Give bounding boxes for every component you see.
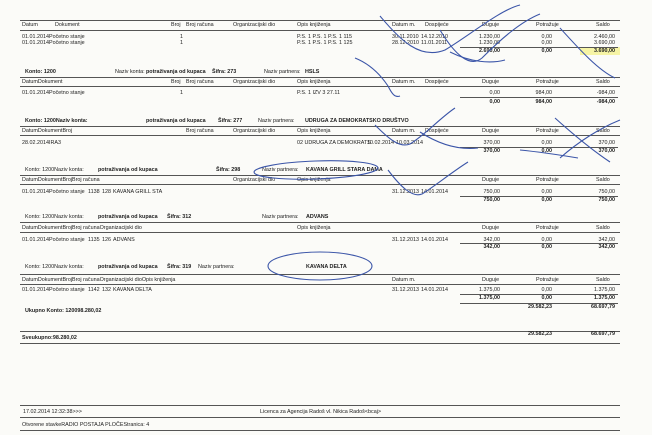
s3-tot-saldo: 750,00 [598,197,615,203]
s1-col-potrazuje: Potražuje [536,79,559,85]
rule [20,184,620,185]
s1-col-datum-dok: DatumDokument [22,79,63,85]
s4-tot-saldo: 342,00 [598,244,615,250]
s5-r-dok: Početno stanje [49,287,85,293]
s5-r-potrazuje: 0,00 [541,287,552,293]
footer-rule [20,417,620,418]
rule [20,222,620,223]
s0-r1-saldo: 3.690,00 [594,40,615,46]
s2-col-potrazuje: Potražuje [536,128,559,134]
s1-r-dok: Početno stanje [49,90,85,96]
s2-tot-duguje: 370,00 [483,148,500,154]
sveukupno-potrazuje: 29.582,23 [528,331,552,337]
s0-r0-opis: P.S. 1 P.S. 1 P.S. 1 115 [297,34,353,40]
s5-naziv: potraživanja od kupaca [98,264,158,270]
s5-tot-saldo: 1.375,00 [594,295,615,301]
s1-col-datum-m: Datum m. [392,79,416,85]
s1-r-duguje: 0,00 [489,90,500,96]
s3-r-datum: 01.01.2014 [22,189,49,195]
s1-r-datum: 01.01.2014 [22,90,49,96]
ukupno-saldo: 68.697,79 [591,304,615,310]
rule [20,135,620,136]
s4-col-duguje: Duguje [482,225,500,231]
s5-tot-duguje: 1.375,00 [479,295,500,301]
s3-col-opis: Opis knjiženja [297,177,331,183]
s1-sifra: Šifra: 273 [212,69,237,75]
col-opis: Opis knjiženja [297,22,331,28]
s3-tot-potrazuje: 0,00 [541,197,552,203]
s3-col-potrazuje: Potražuje [536,177,559,183]
s2-r-duguje: 370,00 [483,140,500,146]
ukupno-potrazuje: 29.582,23 [528,304,552,310]
s5-col-duguje: Duguje [482,277,500,283]
col-dokument: Dokument [55,22,80,28]
rule [20,86,620,87]
s4-col-potrazuje: Potražuje [536,225,559,231]
s0-r0-broj: 1 [180,34,183,40]
s2-partner-label: Naziv partnera: [258,118,295,124]
s2-r-opis: 02 UDRUGA ZA DEMOKRATS [297,140,371,146]
col-dospijece: Dospijeće [425,22,449,28]
footer-firma: Otvorene stavkeRADIO POSTAJA PLOČEStranica: 4 [22,422,150,428]
s1-r-saldo: -984,00 [596,90,615,96]
s3-partner-label: Naziv partnera: [262,167,299,173]
s4-r-dok: Početno stanje [49,237,85,243]
col-org: Organizacijski dio [233,22,276,28]
s4-partner: ADVANS [306,214,329,220]
rule [460,97,618,98]
rule [20,77,620,78]
footer-rule [20,430,620,431]
s1-col-opis: Opis knjiženja [297,79,331,85]
s5-partner: KAVANA DELTA [306,264,347,270]
s0-r1-duguje: 1.230,00 [479,40,500,46]
s4-sifra: Šifra: 312 [167,214,192,220]
s0-r1-datum: 01.01.2014 [22,40,49,46]
s4-tot-potrazuje: 0,00 [541,244,552,250]
rule [20,126,620,127]
s1-col-saldo: Saldo [596,79,610,85]
s2-col-opis: Opis knjiženja [297,128,331,134]
footer-rule [20,405,620,406]
s5-r-dosp: 14.01.2014 [421,287,448,293]
s1-naziv-label: Naziv konta: [115,69,145,75]
col-saldo: Saldo [596,22,610,28]
s4-r-broj: 1135 [88,237,100,243]
s4-r-potrazuje: 0,00 [541,237,552,243]
s2-col-org: Organizacijski dio [233,128,276,134]
s5-col-datum-dok-broj: DatumDokumentBrojBroj računaOrganizacijski dioOpis knjiženja [22,277,176,283]
s0-tot-saldo: 3.690,00 [594,48,615,54]
s5-col-potrazuje: Potražuje [536,277,559,283]
col-broj-racuna: Broj računa [186,22,214,28]
s0-r0-saldo: 2.460,00 [594,34,615,40]
sveukupno-saldo: 68.697,79 [591,331,615,337]
rule [20,343,620,344]
s5-r-racun: 132 [102,287,111,293]
s4-r-dosp: 14.01.2014 [421,237,448,243]
s2-r-datum: 28.02.2014 [22,140,49,146]
s5-partner-label: Naziv partnera: [198,264,235,270]
s0-r1-opis: P.S. 1 P.S. 1 P.S. 1 125 [297,40,353,46]
footer-licence: Licenca za Agencija Radoš vl. Nikica Radoš<bcaj> [260,409,382,415]
s4-naziv: potraživanja od kupaca [98,214,158,220]
s0-r1-potrazuje: 0,00 [541,40,552,46]
s4-partner-label: Naziv partnera: [262,214,299,220]
s4-col-datum-dok-broj: DatumDokumentBrojBroj računaOrganizacijski dio [22,225,142,231]
s4-col-saldo: Saldo [596,225,610,231]
s5-col-datum-m: Datum m. [392,277,416,283]
s0-r1-dok: Početno stanje [49,40,85,46]
s3-r-duguje: 750,00 [483,189,500,195]
s3-col-org: Organizacijski dio [233,177,276,183]
s2-col-datum-m: Datum m. [392,128,416,134]
s1-col-duguje: Duguje [482,79,500,85]
s3-sifra: Šifra: 298 [216,167,241,173]
s2-r-saldo: 370,00 [598,140,615,146]
s1-tot-duguje: 0,00 [489,99,500,105]
s2-naziv: potraživanja od kupaca [146,118,206,124]
s4-r-saldo: 342,00 [598,237,615,243]
s2-konto: Konto: 1200Naziv konta: [25,118,88,124]
s5-tot-potrazuje: 0,00 [541,295,552,301]
s5-r-saldo: 1.375,00 [594,287,615,293]
s0-r0-potrazuje: 0,00 [541,34,552,40]
s1-konto: Konto: 1200 [25,69,56,75]
s5-col-saldo: Saldo [596,277,610,283]
s3-r-datum-m: 31.12.2013 [392,189,419,195]
s3-r-opis: KAVANA GRILL STA [113,189,163,195]
s2-r-potrazuje: 0,00 [541,140,552,146]
rule [20,30,620,31]
s1-naziv: potraživanja od kupaca [146,69,206,75]
col-potrazuje: Potražuje [536,22,559,28]
s3-r-broj: 1138 [88,189,100,195]
footer-datetime: 17.02.2014 12:32:38>>> [23,409,82,415]
s1-tot-potrazuje: 984,00 [535,99,552,105]
s4-col-opis: Opis knjiženja [297,225,331,231]
rule [20,232,620,233]
s3-konto: Konto: 1200Naziv konta: [25,167,84,173]
rule [20,284,620,285]
s1-r-potrazuje: 984,00 [535,90,552,96]
s0-r0-duguje: 1.230,00 [479,34,500,40]
rule [20,175,620,176]
s5-r-opis: KAVANA DELTA [113,287,152,293]
s3-naziv: potraživanja od kupaca [98,167,158,173]
s4-tot-duguje: 342,00 [483,244,500,250]
s1-partner-label: Naziv partnera: [264,69,301,75]
s4-r-duguje: 342,00 [483,237,500,243]
s3-tot-duguje: 750,00 [483,197,500,203]
s4-r-racun: 126 [102,237,111,243]
s1-partner: HSLS [305,69,320,75]
s2-partner: UDRUGA ZA DEMOKRATSKO DRUŠTVO [305,118,409,124]
s1-r-opis: P.S. 1 IZV 3 27.11 [297,90,340,96]
s2-sifra: Šifra: 277 [218,118,243,124]
s2-col-broj-racuna: Broj računa [186,128,214,134]
s5-r-broj: 1142 [88,287,100,293]
s3-r-dosp: 14.01.2014 [421,189,448,195]
s3-r-potrazuje: 0,00 [541,189,552,195]
s1-col-org: Organizacijski dio [233,79,276,85]
s3-col-datum-dok-broj: DatumDokumentBrojBroj računa [22,177,100,183]
col-duguje: Duguje [482,22,500,28]
s0-r0-dok: Početno stanje [49,34,85,40]
s3-r-dok: Početno stanje [49,189,85,195]
s2-col-dospijece: Dospijeće [425,128,449,134]
s4-r-opis: ADVANS [113,237,135,243]
sveukupno-label: Sveukupno:98.280,02 [22,335,77,341]
s0-r1-broj: 1 [180,40,183,46]
s2-tot-potrazuje: 0,00 [541,148,552,154]
s2-col-saldo: Saldo [596,128,610,134]
s1-tot-saldo: -984,00 [596,99,615,105]
col-datum-m: Datum m. [392,22,416,28]
top-rule [20,20,620,21]
s0-r0-datum-m: 30.11.2010 [392,34,419,40]
s3-r-saldo: 750,00 [598,189,615,195]
s4-r-datum-m: 31.12.2013 [392,237,419,243]
s5-r-datum-m: 31.12.2013 [392,287,419,293]
s2-col-datum-dok-broj: DatumDokumentBroj [22,128,73,134]
s2-col-duguje: Duguje [482,128,500,134]
s0-tot-potrazuje: 0,00 [541,48,552,54]
s0-r0-datum: 01.01.2014 [22,34,49,40]
s2-tot-saldo: 370,00 [598,148,615,154]
s0-r1-dosp: 11.01.2011 [421,40,448,46]
s2-r-dosp: 10.03.2014 [396,140,423,146]
s4-r-datum: 01.01.2014 [22,237,49,243]
s0-r0-dosp: 14.12.2010 [421,34,448,40]
s0-tot-duguje: 2.690,00 [479,48,500,54]
s2-r-dok: IRA3 [49,140,61,146]
col-broj: Broj [171,22,181,28]
s5-r-datum: 01.01.2014 [22,287,49,293]
s3-col-saldo: Saldo [596,177,610,183]
col-datum: Datum [22,22,38,28]
s3-r-racun: 128 [102,189,111,195]
s0-r1-datum-m: 28.12.2010 [392,40,419,46]
s1-col-broj: Broj [171,79,181,85]
s3-col-duguje: Duguje [482,177,500,183]
s1-r-broj: 1 [180,90,183,96]
s1-col-dospijece: Dospijeće [425,79,449,85]
s4-konto: Konto: 1200Naziv konta: [25,214,84,220]
s5-sifra: Šifra: 319 [167,264,192,270]
ukupno-konto-label: Ukupno Konto: 120098.280,02 [25,308,102,314]
s3-partner: KAVANA GRILL STARA DAMA [306,167,383,173]
s1-col-broj-racuna: Broj računa [186,79,214,85]
s5-konto: Konto: 1200Naziv konta: [25,264,84,270]
s5-r-duguje: 1.375,00 [479,287,500,293]
rule [20,274,620,275]
s2-r-datum-m: 10.02.2014 [367,140,394,146]
